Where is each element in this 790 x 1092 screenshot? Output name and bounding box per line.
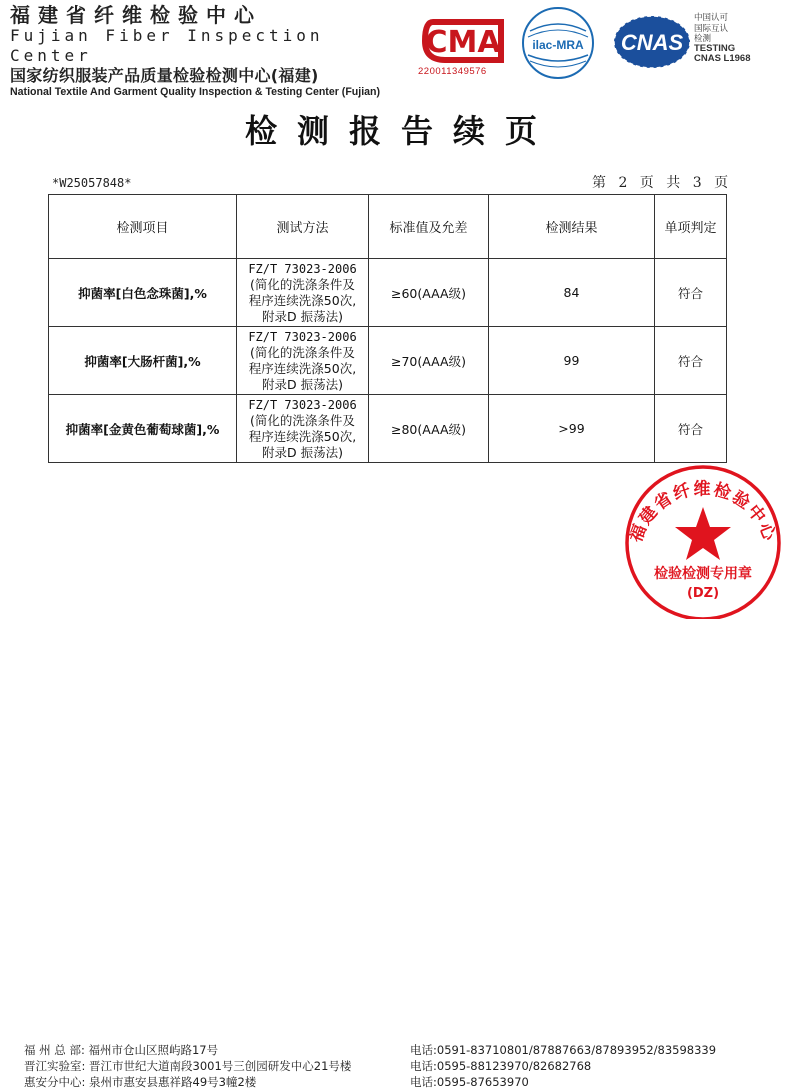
test-method [237,327,369,395]
cnas-side-text [694,12,790,65]
test-item: 抑菌率[金黄色葡萄球菌],% [49,395,237,463]
test-method [237,259,369,327]
method-line: (简化的洗涤条件及 [250,344,355,360]
footer-phone: 电话:0591-83710801/87887663/87893952/83598339 [410,1043,717,1057]
org-name-en: Fujian Fiber Inspection Center [10,26,324,65]
seal-code: (DZ) [686,586,720,601]
test-result: 99 [489,327,655,395]
cnas-logo-text: CNAS [620,30,684,55]
method-line: 附录D 振荡法) [262,308,343,324]
org-header [10,4,390,99]
cnas-side-line: 中国认可 [694,12,729,22]
test-result: >99 [489,395,655,463]
method-line: 程序连续洗涤50次, [248,360,357,376]
table-row [49,395,727,463]
standard-value: ≥80(AAA级) [369,395,489,463]
ilac-mra-text: ilac-MRA [532,38,584,52]
standard-value: ≥70(AAA级) [369,327,489,395]
judgement: 符合 [655,327,727,395]
column-header: 测试方法 [237,195,369,259]
footer-row [24,1058,784,1074]
cnas-logo-icon [612,14,692,70]
test-method [237,395,369,463]
org-name-cn-national: 国家纺织服装产品质量检验检测中心(福建) [10,66,319,85]
method-line: FZ/T 73023-2006 [248,397,357,412]
method-line: 程序连续洗涤50次, [248,428,357,444]
cma-logo-text: CMA [425,25,501,60]
cnas-side-line: 国际互认 [694,22,729,33]
footer-row [24,1042,784,1058]
cnas-side-line: TESTING [694,42,736,54]
cnas-side-line: 检测 [694,33,712,43]
seal-title: 检验检测专用章 [654,566,752,582]
standard-value: ≥60(AAA级) [369,259,489,327]
judgement: 符合 [655,259,727,327]
column-header: 检测项目 [49,195,237,259]
footer-address: 晋江实验室: 晋江市世纪大道南段3001号三创园研发中心21号楼 [24,1059,352,1073]
test-result: 84 [489,259,655,327]
cnas-side-line: CNAS L1968 [694,53,751,64]
cma-number: 220011349576 [418,66,487,77]
column-header: 检测结果 [489,195,655,259]
org-name-en-national: National Textile And Garment Quality Inspection & Testing Center (Fujian) [10,86,381,98]
test-item: 抑菌率[大肠杆菌],% [49,327,237,395]
method-line: (简化的洗涤条件及 [250,412,355,428]
page-title: 检测报告续页 [244,112,557,150]
report-number: *W25057848* [52,176,132,190]
table-row [49,259,727,327]
ilac-mra-logo-icon [520,5,596,81]
column-header: 标准值及允差 [369,195,489,259]
test-item: 抑菌率[白色念珠菌],% [49,259,237,327]
table-header-row [49,195,727,259]
footer-phone: 电话:0595-87653970 [410,1075,529,1089]
seal-ring-text: 福建省纤维检验中心 [626,479,780,546]
method-line: FZ/T 73023-2006 [248,329,357,344]
method-line: FZ/T 73023-2006 [248,261,357,276]
table-row [49,327,727,395]
org-name-cn: 福建省纤维检验中心 [10,3,262,27]
footer-phone: 电话:0595-88123970/82682768 [410,1059,592,1073]
footer-contacts [24,1042,784,1090]
footer-address: 福 州 总 部: 福州市仓山区照屿路17号 [24,1043,219,1057]
footer-address: 惠安分中心: 泉州市惠安县惠祥路49号3幢2楼 [24,1075,257,1089]
official-seal-icon [620,463,786,619]
method-line: 附录D 振荡法) [262,444,343,460]
results-table [48,194,727,463]
page-info: 第 2 页 共 3 页 [592,175,733,191]
footer-row [24,1074,784,1090]
judgement: 符合 [655,395,727,463]
column-header: 单项判定 [655,195,727,259]
method-line: (简化的洗涤条件及 [250,276,355,292]
method-line: 附录D 振荡法) [262,376,343,392]
method-line: 程序连续洗涤50次, [248,292,357,308]
